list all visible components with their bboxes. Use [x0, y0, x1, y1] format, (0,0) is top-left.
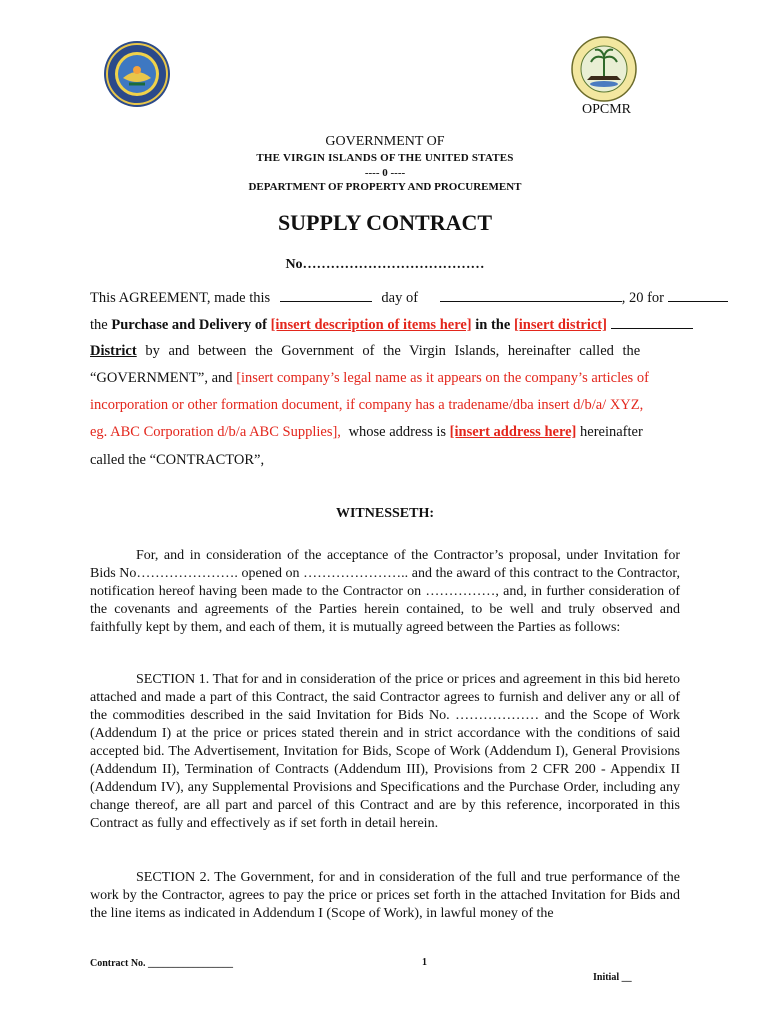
- footer-page-number: 1: [422, 957, 427, 968]
- paragraph-section-2: SECTION 2. The Government, for and in consideration of the full and true performance of the work by the Contractor, agrees to pay the price or prices set forth in the attached Invitation for Bids and the line items as indicated in Addendum I (Scope of Work), in lawful money of the: [90, 870, 680, 921]
- footer-initial: Initial __: [593, 972, 632, 983]
- agreement-line-5: incorporation or other formation document, if company has a tradename/dba insert d/b/a/ XYZ,: [90, 397, 644, 413]
- district-underline: [611, 328, 693, 329]
- company-example-placeholder[interactable]: eg. ABC Corporation d/b/a ABC Supplies],: [90, 424, 341, 440]
- district-placeholder[interactable]: [insert district]: [513, 317, 607, 333]
- address-placeholder[interactable]: [insert address here]: [449, 424, 577, 440]
- agreement-line-2: [90, 317, 682, 334]
- paragraph-section-1: SECTION 1. That for and in consideration of the price or prices and agreement in this bid hereto attached and made a part of this Contract, the said Contractor agrees to furnish and deliver any or all of the commodities described in the said Invitation for Bids No. ……………… and the Scope of Work (Addendum I) at the price or prices stated therein and in strict accordance with the conditions of said accepted bid. The Advertisement, Invitation for Bids, Scope of Work (Addendum I), General Provisions (Addendum II), Termination of Contracts (Addendum III), Provisions from 2 CFR 200 - Appendix II (Addendum IV), any Supplemental Provisions and Specifications and the Purchase Order, including any change thereof, are all part and parcel of this Contract and are by this reference, incorporated in this Contract as fully and effectively as if set forth in detail herein.: [90, 672, 680, 831]
- day-of-label: day of: [381, 290, 419, 306]
- month-blank[interactable]: [440, 301, 622, 302]
- witnesseth-heading: WITNESSETH:: [335, 506, 435, 521]
- by-and-between-text: by and between the Government of the Virgin Islands, hereinafter called the: [145, 343, 641, 359]
- department-line: DEPARTMENT OF PROPERTY AND PROCUREMENT: [248, 181, 522, 193]
- opcmr-seal-logo: [571, 36, 637, 102]
- in-the-label: in the: [475, 317, 511, 333]
- day-blank[interactable]: [280, 301, 372, 302]
- government-seal-logo: [103, 40, 171, 108]
- document-title: SUPPLY CONTRACT: [277, 210, 493, 235]
- agreement-line-1: [90, 290, 682, 307]
- government-label: “GOVERNMENT”, and: [90, 370, 233, 386]
- year-blank[interactable]: [668, 301, 728, 302]
- agreement-made-this: This AGREEMENT, made this: [90, 290, 271, 306]
- virgin-islands-line: THE VIRGIN ISLANDS OF THE UNITED STATES: [256, 152, 514, 164]
- contract-number-line: No…………………………………: [285, 257, 485, 272]
- opcmr-caption: OPCMR: [582, 102, 632, 117]
- district-label: District: [90, 343, 137, 359]
- hereinafter-label: hereinafter: [580, 424, 643, 440]
- year-label: , 20 for: [621, 290, 664, 306]
- agreement-line-4: [90, 370, 682, 387]
- whose-address-label: whose address is: [348, 424, 447, 440]
- government-line: GOVERNMENT OF: [325, 134, 445, 149]
- the-label: the: [90, 317, 108, 333]
- agreement-line-3: [90, 343, 682, 360]
- company-name-placeholder[interactable]: [insert company’s legal name as it appears on the company’s articles of: [236, 370, 649, 386]
- agreement-line-6: [90, 424, 682, 441]
- separator-line: ---- 0 ----: [364, 167, 406, 179]
- purchase-delivery-label: Purchase and Delivery of: [111, 317, 267, 333]
- agreement-line-7: called the “CONTRACTOR”,: [90, 452, 265, 468]
- footer-contract-no: Contract No. _________________: [90, 958, 234, 969]
- items-description-placeholder[interactable]: [insert description of items here]: [270, 317, 472, 333]
- paragraph-invitation: For, and in consideration of the acceptance of the Contractor’s proposal, under Invitation for Bids No…………………. opened on ………………….. and the award of this contract to the Contractor, notification hereof having been made to the Contractor on ……………, and, in further consideration of the covenants and agreements of the Parties herein contained, to be well and truly observed and faithfully kept by them, and each of them, it is mutually agreed between the Parties as follows:: [90, 548, 680, 635]
